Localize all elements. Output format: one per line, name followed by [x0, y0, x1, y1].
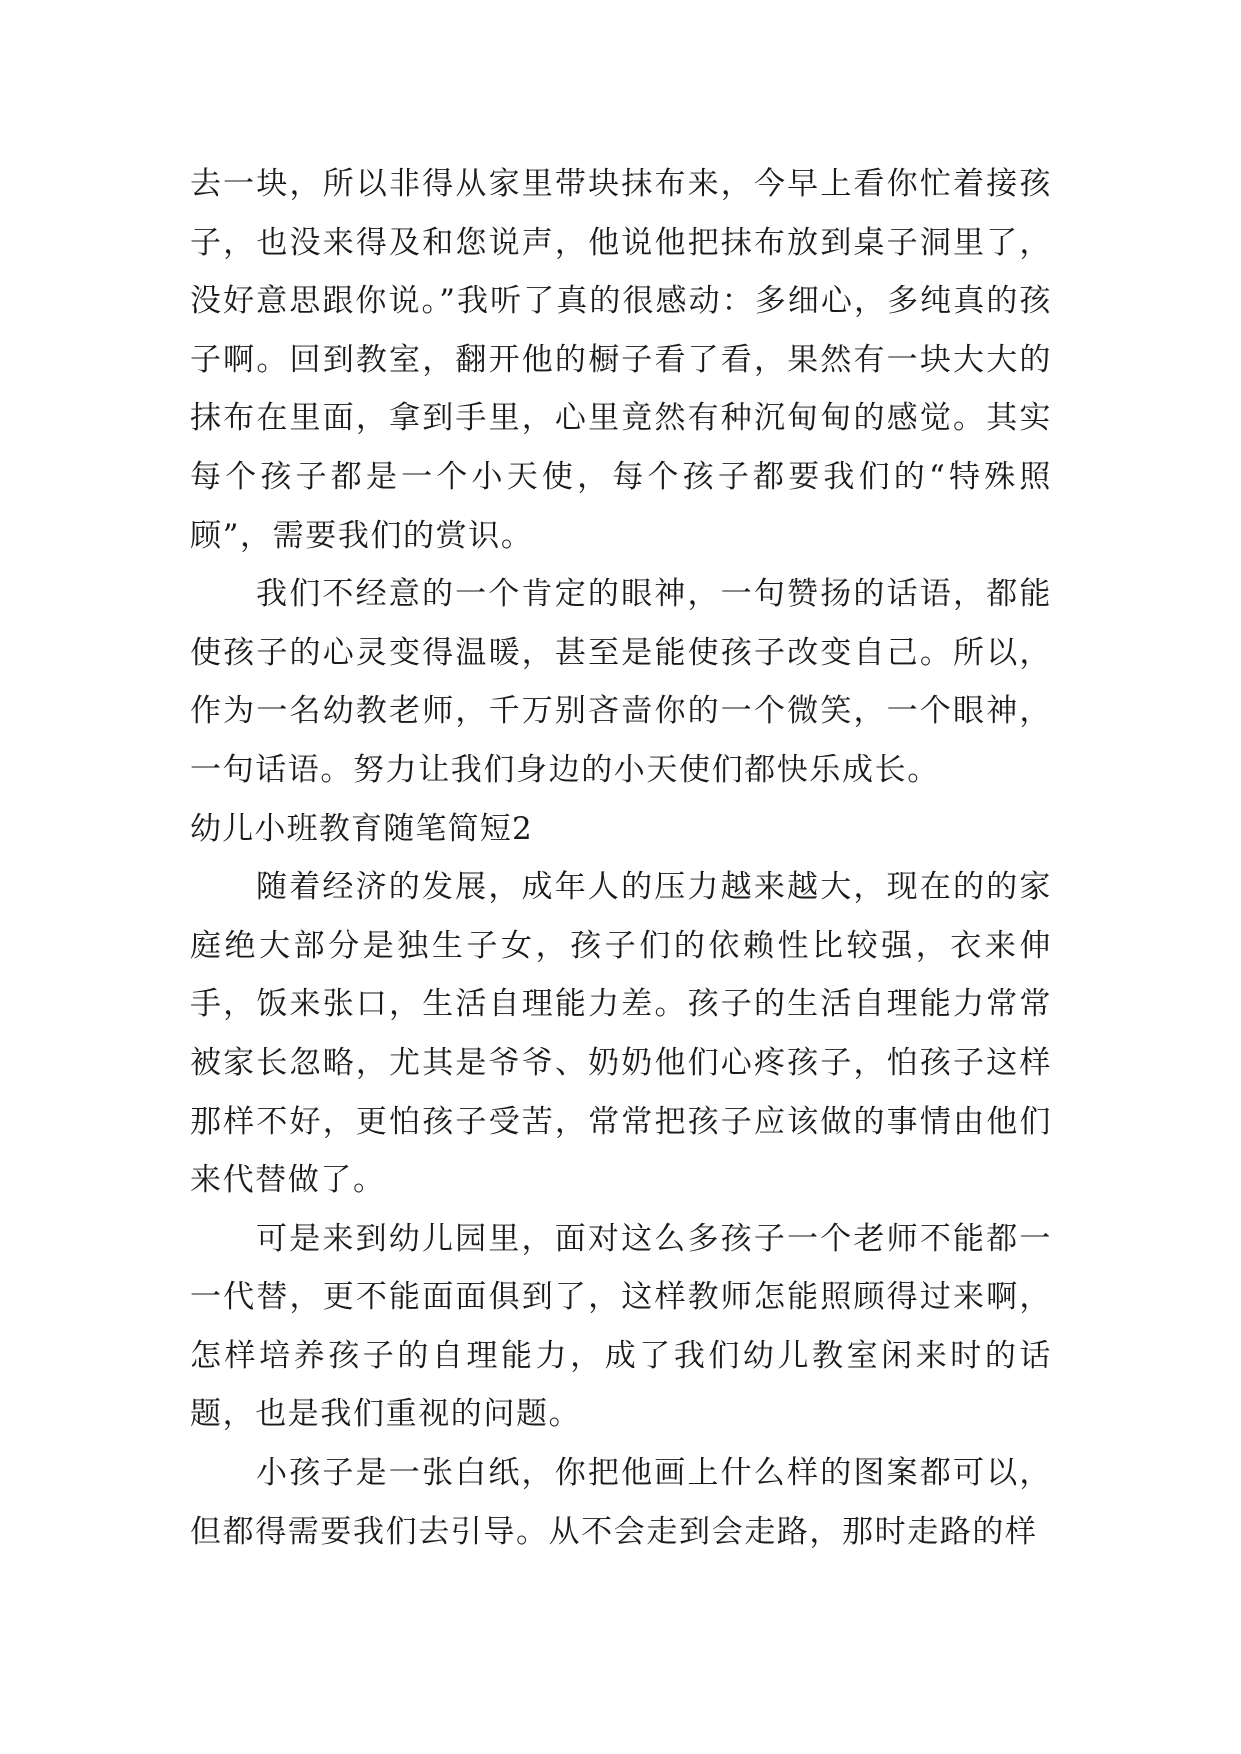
paragraph: 可是来到幼儿园里，面对这么多孩子一个老师不能都一一代替，更不能面面俱到了，这样教师怎能照顾得过来啊，怎样培养孩子的自理能力，成了我们幼儿教室闲来时的话题，也是我们重视的问题。	[190, 1220, 1052, 1433]
paragraph: 我们不经意的一个肯定的眼神，一句赞扬的话语，都能使孩子的心灵变得温暖，甚至是能使孩子改变自己。所以，作为一名幼教老师，千万别吝啬你的一个微笑，一个眼神，一句话语。努力让我们身边的小天使们都快乐成长。	[190, 576, 1052, 788]
paragraph-continued: 去一块，所以非得从家里带块抹布来，今早上看你忙着接孩子，也没来得及和您说声，他说他把抹布放到桌子洞里了，没好意思跟你说。”我听了真的很感动：多细心，多纯真的孩子啊。回到教室，翻开他的橱子看了看，果然有一块大大的抹布在里面，拿到手里，心里竟然有种沉甸甸的感觉。其实每个孩子都是一个小天使，每个孩子都要我们的“特殊照顾”，需要我们的赏识。	[190, 166, 1052, 554]
document-body	[190, 155, 1052, 1561]
paragraph: 随着经济的发展，成年人的压力越来越大，现在的的家庭绝大部分是独生子女，孩子们的依赖性比较强，衣来伸手，饭来张口，生活自理能力差。孩子的生活自理能力常常被家长忽略，尤其是爷爷、奶奶他们心疼孩子，怕孩子这样那样不好，更怕孩子受苦，常常把孩子应该做的事情由他们来代替做了。	[190, 869, 1052, 1199]
paragraph-truncated: 小孩子是一张白纸，你把他画上什么样的图案都可以，但都得需要我们去引导。从不会走到会走路，那时走路的样	[190, 1455, 1052, 1550]
section-heading: 幼儿小班教育随笔简短2	[190, 810, 533, 847]
